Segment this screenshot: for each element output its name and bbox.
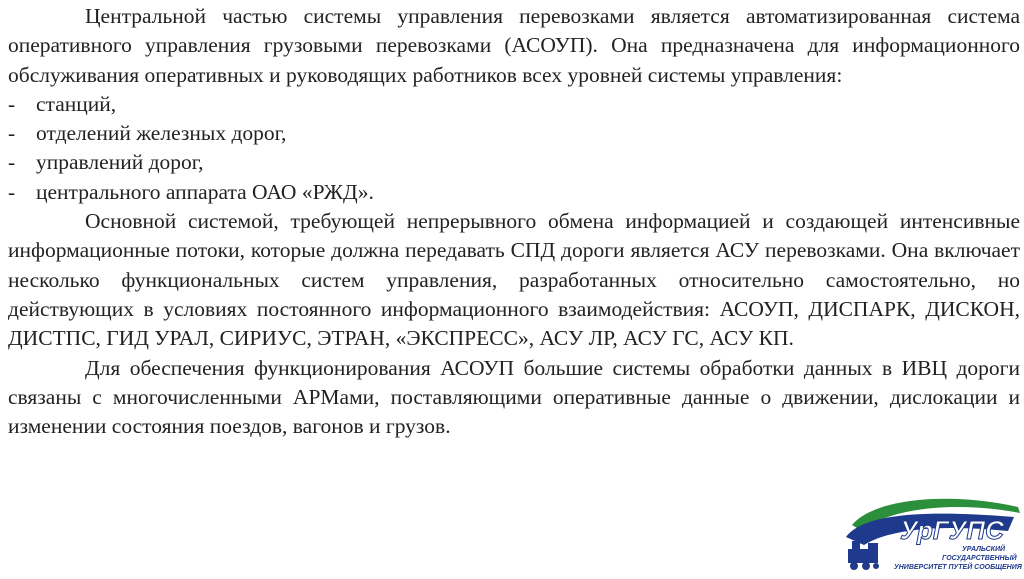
logo-caption-line-2: ГОСУДАРСТВЕННЫЙ (942, 555, 1017, 562)
slide-text-body (8, 2, 1020, 441)
paragraph-intro: Центральной частью системы управления перевозками является автоматизированная система оперативного управления грузовыми перевозками (АСОУП). Она предназначена для информационного обслуживания оперативных и руководящих работников всех уровней системы управления: (8, 4, 1020, 87)
list-item-text: станций, (36, 91, 117, 116)
paragraph-asu-systems: Основной системой, требующей непрерывного обмена информацией и создающей интенсивные информационные потоки, которые должна передавать СПД дороги является АСУ перевозками. Она включает несколько функциональных систем управления, разработанных относительно самостоятельно, но действующих в условиях постоянного информационного взаимодействия: АСОУП, ДИСПАРК, ДИСКОН, ДИСТПС, ГИД УРАЛ, СИРИУС, ЭТРАН, «ЭКСПРЕСС», АСУ ЛР, АСУ ГС, АСУ КП. (8, 209, 1020, 351)
logo-caption-line-3: УНИВЕРСИТЕТ ПУТЕЙ СООБЩЕНИЯ (894, 564, 1022, 571)
usurt-logo-graphic (838, 493, 1024, 574)
logo-caption-line-1: УРАЛЬСКИЙ (962, 546, 1006, 553)
list-marker: - (8, 150, 16, 175)
list-item (8, 178, 1020, 207)
list-item (8, 148, 1020, 177)
list-item-text: центрального аппарата ОАО «РЖД». (36, 179, 374, 204)
list-item (8, 90, 1020, 119)
list-marker: - (8, 121, 16, 146)
list-marker: - (8, 91, 16, 116)
management-levels-list (8, 90, 1020, 207)
list-item (8, 119, 1020, 148)
list-marker: - (8, 179, 16, 204)
logo-brand-text: УрГУПС (900, 515, 1004, 545)
locomotive-icon (848, 541, 879, 570)
paragraph-asoup-support: Для обеспечения функционирования АСОУП большие системы обработки данных в ИВЦ дороги связаны с многочисленными АРМами, поставляющими оперативные данные о движении, дислокации и изменении состояния поездов, вагонов и грузов. (8, 355, 1020, 439)
usurt-logo (838, 493, 1024, 574)
list-item-text: управлений дорог, (36, 150, 204, 175)
list-item-text: отделений железных дорог, (36, 121, 287, 146)
